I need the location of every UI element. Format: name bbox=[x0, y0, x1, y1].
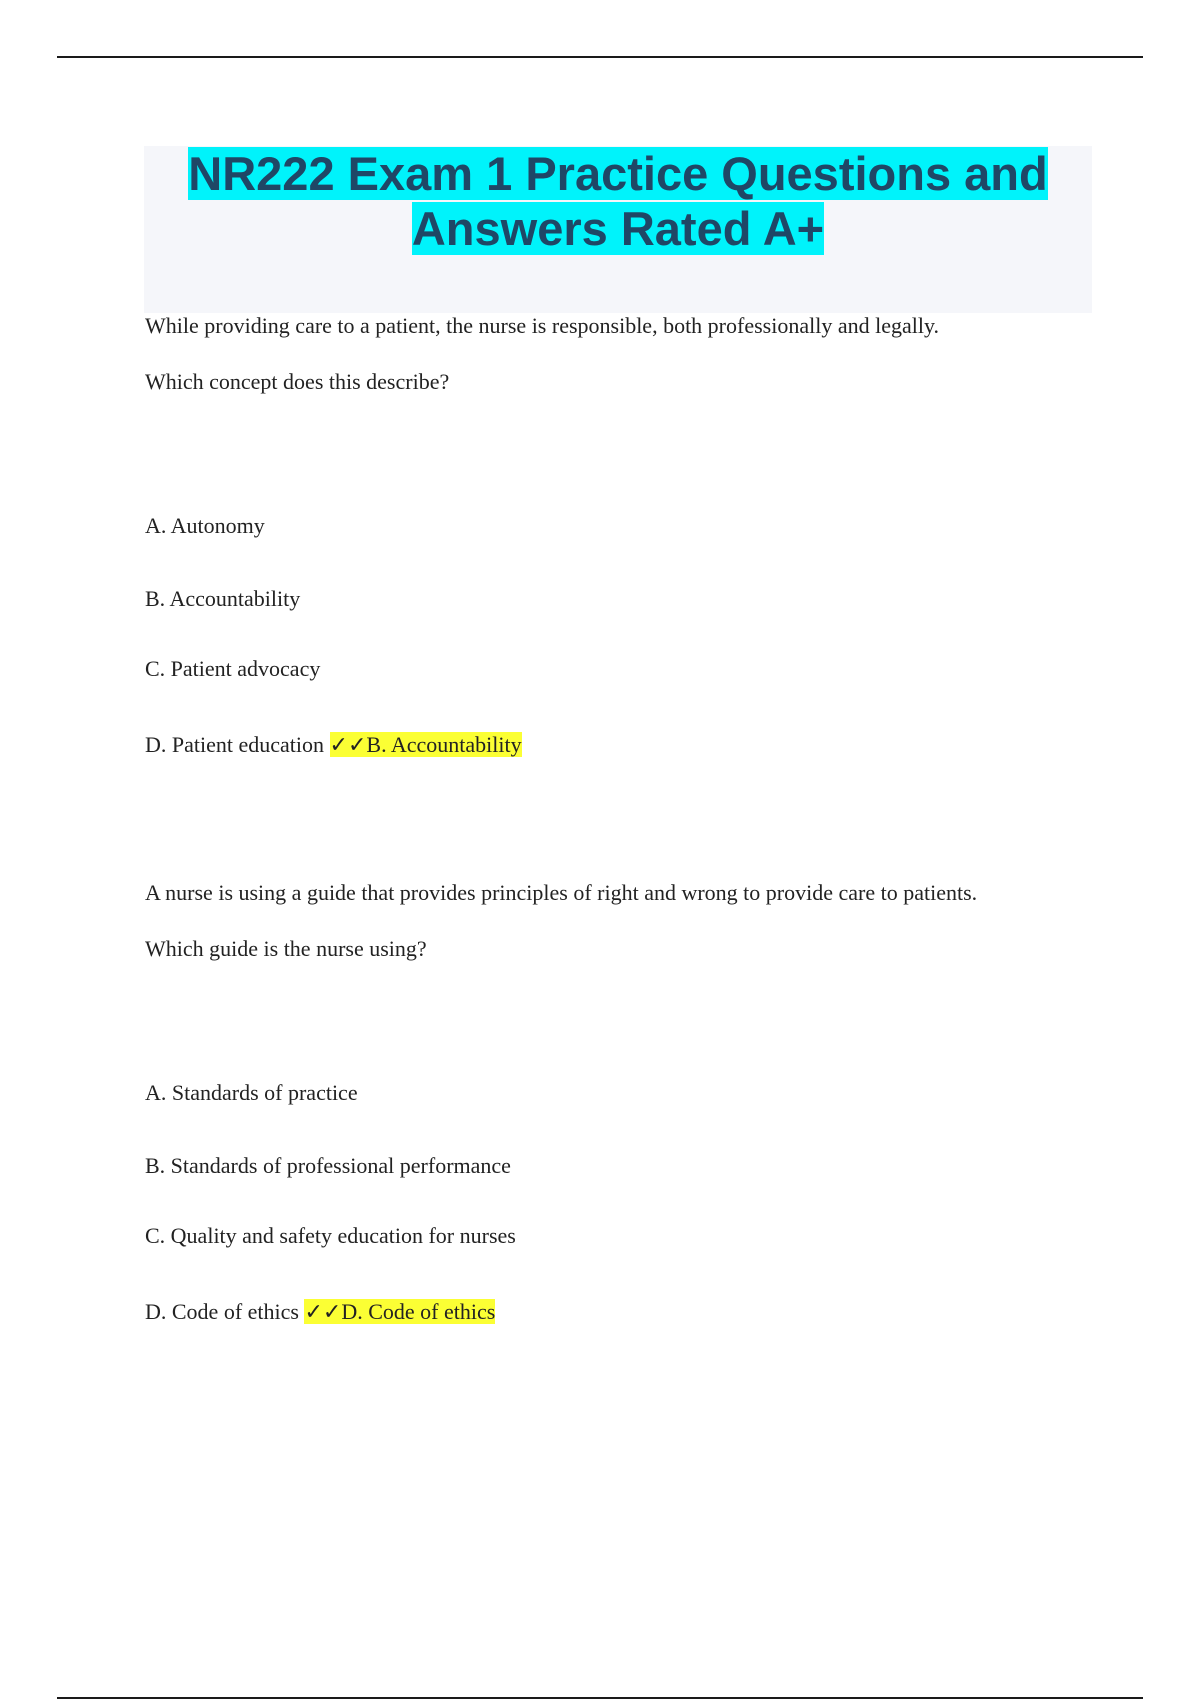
check-mark-icon: ✓✓ bbox=[329, 733, 367, 758]
question-1-stem-line-1: While providing care to a patient, the nurse is responsible, both professionally and legally. bbox=[145, 313, 940, 338]
question-1-stem-line-2: Which concept does this describe? bbox=[145, 369, 450, 394]
question-1-option-d-row bbox=[145, 731, 522, 760]
question-2-option-a: A. Standards of practice bbox=[145, 1080, 358, 1105]
question-2-option-d: D. Code of ethics bbox=[145, 1299, 299, 1324]
question-2-answer-text: D. Code of ethics bbox=[341, 1299, 496, 1324]
question-1-option-a: A. Autonomy bbox=[145, 513, 265, 538]
question-1-option-b: B. Accountability bbox=[145, 586, 301, 611]
check-mark-icon: ✓✓ bbox=[304, 1300, 342, 1325]
title-line-1: NR222 Exam 1 Practice Questions and bbox=[188, 147, 1048, 200]
question-1-answer bbox=[330, 732, 522, 757]
question-2-option-d-row bbox=[145, 1298, 495, 1327]
document-title bbox=[144, 146, 1092, 256]
question-1-answer-text: B. Accountability bbox=[366, 732, 522, 757]
question-2-stem-line-2: Which guide is the nurse using? bbox=[145, 936, 427, 961]
header-rule bbox=[57, 56, 1143, 58]
question-1-option-d: D. Patient education bbox=[145, 732, 325, 757]
question-2-stem-line-1: A nurse is using a guide that provides principles of right and wrong to provide care to patients. bbox=[145, 880, 978, 905]
footer-rule bbox=[57, 1697, 1143, 1699]
title-line-2: Answers Rated A+ bbox=[411, 202, 825, 255]
title-banner bbox=[144, 146, 1092, 313]
question-1-option-c: C. Patient advocacy bbox=[145, 656, 321, 681]
question-2-answer bbox=[304, 1299, 495, 1324]
question-2-option-b: B. Standards of professional performance bbox=[145, 1153, 511, 1178]
question-2-option-c: C. Quality and safety education for nurses bbox=[145, 1223, 516, 1248]
